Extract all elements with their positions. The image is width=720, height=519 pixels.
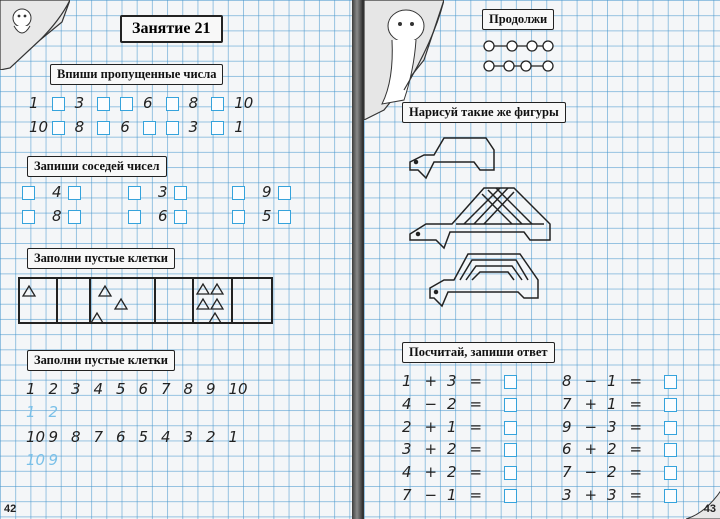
number: 3 [74, 94, 85, 112]
continue-heading: Продолжи [482, 9, 554, 30]
equation-a: 1 [402, 372, 412, 390]
sequence-number: 2 [48, 380, 59, 398]
equation-op: − [424, 394, 438, 413]
sequence-number: 4 [161, 428, 171, 446]
neighbor-box[interactable] [278, 186, 291, 200]
left-page [0, 0, 354, 519]
answer-box[interactable] [211, 97, 224, 111]
sequence-number: 7 [93, 428, 104, 446]
number: 6 [143, 94, 153, 112]
equation-b: 1 [607, 372, 617, 390]
neighbor-box[interactable] [128, 210, 141, 224]
sequence-number: 2 [48, 403, 59, 421]
equation-eq: = [629, 463, 643, 482]
book-spine [352, 0, 362, 519]
neighbor-box[interactable] [174, 210, 187, 224]
equation-a: 2 [402, 417, 412, 436]
sequence-number: 8 [71, 428, 81, 446]
equation-a: 7 [562, 394, 572, 413]
equation-op: − [584, 372, 598, 390]
equation-b: 3 [607, 486, 617, 504]
answer-box[interactable] [97, 121, 110, 135]
answer-box[interactable] [166, 97, 179, 111]
sequence-number: 5 [138, 428, 149, 446]
sequence-number: 10 [228, 380, 248, 398]
number: 8 [74, 118, 85, 136]
answer-box[interactable] [52, 97, 65, 111]
number: 3 [158, 183, 168, 201]
number: 6 [158, 207, 168, 225]
task1-heading: Впиши пропущенные числа [50, 64, 223, 85]
page-number-right: 43 [703, 503, 716, 515]
number: 9 [262, 183, 272, 201]
turtle-shapes [404, 130, 564, 320]
equation-b: 1 [447, 486, 457, 504]
equation-a: 9 [562, 417, 572, 436]
equation-eq: = [469, 417, 483, 436]
equation-eq: = [629, 372, 643, 390]
equation-a: 7 [402, 486, 412, 504]
answer-box[interactable] [504, 466, 517, 480]
answer-box[interactable] [664, 443, 677, 457]
equation-eq: = [469, 372, 483, 390]
equation-eq: = [469, 440, 483, 459]
equation-eq: = [629, 394, 643, 413]
sequence-number: 10 [26, 451, 46, 469]
neighbor-box[interactable] [22, 210, 35, 224]
sequence-number: 6 [138, 380, 149, 398]
sequence-number: 9 [206, 380, 216, 398]
answer-box[interactable] [166, 121, 179, 135]
equation-op: + [584, 486, 598, 504]
equation-op: − [424, 486, 438, 504]
sequence-number: 7 [161, 380, 171, 398]
sequence-number: 10 [26, 428, 46, 446]
equation-a: 6 [562, 440, 572, 459]
sequence-number: 1 [228, 428, 239, 446]
number: 8 [188, 94, 199, 112]
number: 3 [188, 118, 199, 136]
sequence-number: 5 [116, 380, 126, 398]
task3-heading: Заполни пустые клетки [27, 248, 175, 269]
equation-b: 2 [447, 394, 457, 413]
equation-op: + [424, 440, 438, 459]
neighbor-box[interactable] [68, 210, 81, 224]
equation-a: 8 [562, 372, 572, 390]
sequence-number: 2 [206, 428, 216, 446]
equation-op: − [584, 463, 598, 482]
draw-shapes-heading: Нарисуй такие же фигуры [402, 102, 566, 123]
number: 5 [262, 207, 272, 225]
answer-box[interactable] [664, 375, 677, 389]
page-number-left: 42 [4, 503, 17, 515]
answer-box[interactable] [504, 443, 517, 457]
answer-box[interactable] [52, 121, 65, 135]
task4-heading: Заполни пустые клетки [27, 350, 175, 371]
equation-eq: = [469, 486, 483, 504]
triangle-sequence-table [17, 277, 277, 327]
answer-box[interactable] [97, 97, 110, 111]
equation-b: 2 [447, 440, 457, 459]
neighbor-box[interactable] [232, 186, 245, 200]
equation-eq: = [629, 440, 643, 459]
equation-eq: = [629, 417, 643, 436]
answer-box[interactable] [504, 375, 517, 389]
equation-a: 4 [402, 463, 412, 482]
answer-box[interactable] [664, 398, 677, 412]
number: 4 [52, 183, 62, 201]
equation-b: 1 [607, 394, 617, 413]
equation-op: + [584, 394, 598, 413]
answer-box[interactable] [143, 121, 156, 135]
number: 6 [120, 118, 130, 136]
neighbor-box[interactable] [68, 186, 81, 200]
equation-b: 2 [607, 463, 617, 482]
number: 1 [234, 118, 244, 136]
answer-box[interactable] [664, 489, 677, 503]
equation-a: 3 [402, 440, 412, 459]
equation-eq: = [469, 394, 483, 413]
answer-box[interactable] [504, 421, 517, 435]
number: 1 [29, 94, 39, 112]
lesson-title: Занятие 21 [120, 15, 223, 43]
answer-box[interactable] [120, 97, 133, 111]
sequence-number: 3 [183, 428, 194, 446]
answer-box[interactable] [664, 466, 677, 480]
answer-box[interactable] [211, 121, 224, 135]
equation-eq: = [629, 486, 643, 504]
answer-box[interactable] [504, 398, 517, 412]
cat-illustration-icon [0, 0, 70, 70]
equation-op: + [424, 463, 438, 482]
equation-a: 3 [562, 486, 572, 504]
neighbor-box[interactable] [278, 210, 291, 224]
sequence-number: 9 [48, 428, 59, 446]
number: 8 [52, 207, 62, 225]
sequence-number: 3 [71, 380, 81, 398]
neighbor-box[interactable] [128, 186, 141, 200]
sequence-number: 6 [116, 428, 126, 446]
sequence-number: 1 [26, 380, 36, 398]
equation-op: − [584, 417, 598, 436]
equation-a: 7 [562, 463, 572, 482]
sequence-number: 8 [183, 380, 194, 398]
number: 10 [29, 118, 49, 136]
number: 10 [234, 94, 254, 112]
answer-box[interactable] [664, 421, 677, 435]
equation-eq: = [469, 463, 483, 482]
equation-a: 4 [402, 394, 412, 413]
sequence-number: 4 [93, 380, 104, 398]
equation-b: 2 [607, 440, 617, 459]
neighbor-box[interactable] [174, 186, 187, 200]
equation-b: 3 [607, 417, 617, 436]
neighbor-box[interactable] [232, 210, 245, 224]
equation-op: + [584, 440, 598, 459]
count-heading: Посчитай, запиши ответ [402, 342, 555, 363]
sequence-number: 1 [26, 403, 36, 421]
equation-b: 1 [447, 417, 457, 436]
equation-b: 3 [447, 372, 457, 390]
task2-heading: Запиши соседей чисел [27, 156, 167, 177]
equation-op: + [424, 372, 438, 390]
neighbor-box[interactable] [22, 186, 35, 200]
sequence-number: 9 [48, 451, 59, 469]
bead-pattern [476, 36, 566, 76]
answer-box[interactable] [504, 489, 517, 503]
equation-b: 2 [447, 463, 457, 482]
equation-op: + [424, 417, 438, 436]
right-page [362, 0, 720, 519]
